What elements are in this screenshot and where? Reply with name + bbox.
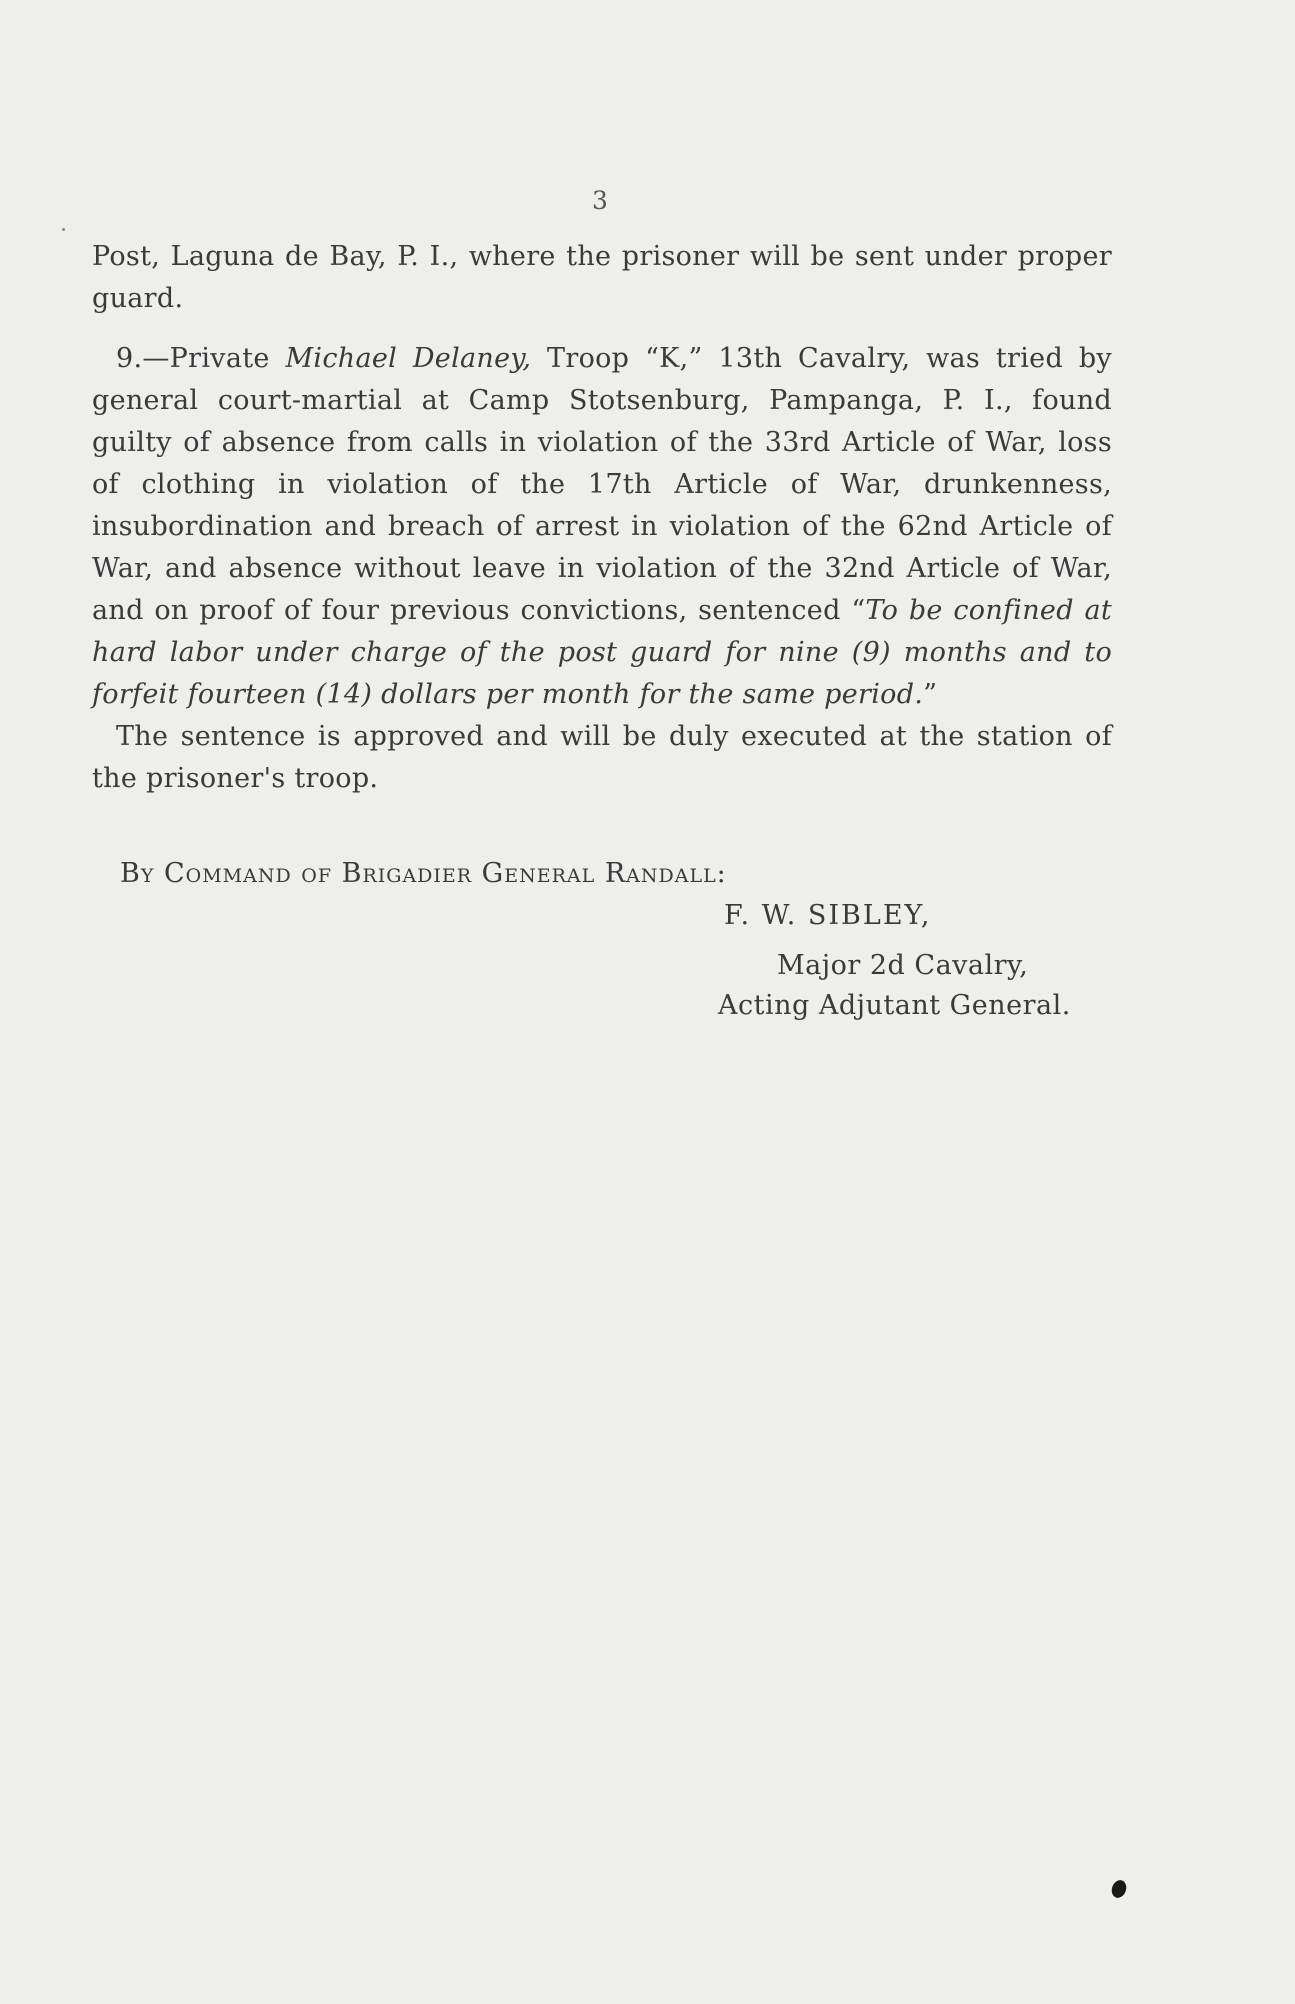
paragraph-9 [92, 338, 1112, 716]
body-text [92, 236, 1112, 800]
signature-title: Acting Adjutant General. [718, 990, 1071, 1021]
approval-paragraph: The sentence is approved and will be duly executed at the station of the prisoner's troop. [92, 721, 1112, 794]
signature-name: F. W. SIBLEY, [724, 900, 932, 931]
signature-rank: Major 2d Cavalry, [777, 950, 1029, 981]
sentence-close-quote: ” [923, 679, 938, 710]
command-line: By Command of Brigadier General Randall: [120, 858, 727, 889]
paper-speck [62, 228, 65, 231]
prisoner-name: Michael Delaney, [285, 343, 532, 374]
ink-blot [1109, 1878, 1128, 1900]
continuation-paragraph: Post, Laguna de Bay, P. I., where the prisoner will be sent under proper guard. [92, 241, 1112, 314]
page-number: 3 [592, 186, 608, 215]
paragraph-9-body: Troop “K,” 13th Cavalry, was tried by general court-martial at Camp Stotsenburg, Pampanga, P. I., found guilty of absence from calls in violation of the 33rd Article of War, loss of clothing in violation of the 17th Article of War, drunkenness, insubordination and breach of arrest in violation of the 62nd Article of War, and absence without leave in violation of the 32nd Article of War, and on proof of four previous convictions, sentenced “ [92, 343, 1112, 626]
paragraph-9-prefix: 9.—Private [116, 343, 286, 374]
sentence-text: To be confined at hard labor under charge of the post guard for nine (9) months and to forfeit fourteen (14) dollars per month for the same period. [92, 595, 1112, 710]
